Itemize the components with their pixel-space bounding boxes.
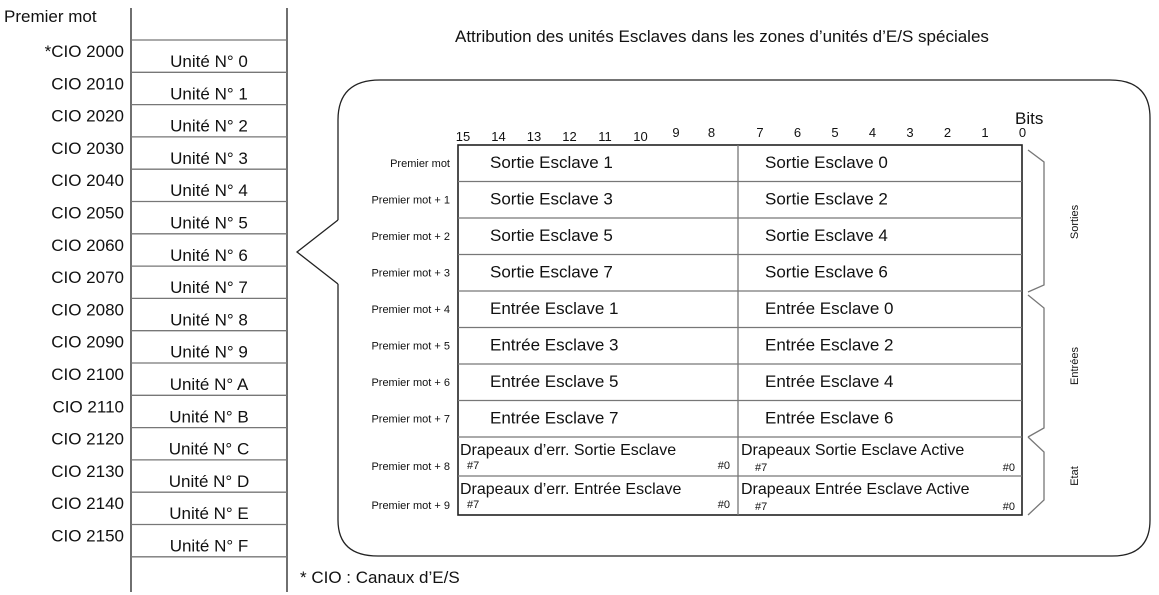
- diagram-title: Attribution des unités Esclaves dans les zones d’unités d’E/S spéciales: [455, 27, 989, 46]
- unit-label: Unité N° 3: [170, 148, 248, 168]
- unit-label: Unité N° 8: [170, 310, 248, 330]
- brace-status: [1028, 437, 1044, 515]
- cell-high-byte: Sortie Esclave 1: [490, 153, 613, 172]
- cell-high-byte: Entrée Esclave 7: [490, 408, 619, 428]
- cell-low-byte: Sortie Esclave 4: [765, 226, 888, 245]
- cell-low-byte: Entrée Esclave 0: [765, 299, 894, 318]
- unit-label: Unité N° 6: [170, 245, 248, 265]
- unit-label: Unité N° 1: [170, 84, 248, 104]
- unit-label: Unité N° F: [169, 536, 249, 556]
- flag-bit-low: #0: [717, 460, 730, 472]
- bit-number: 14: [491, 129, 506, 144]
- cio-address: CIO 2110: [52, 397, 124, 417]
- cell-low-byte: Entrée Esclave 6: [765, 408, 894, 428]
- cell-high-byte: Entrée Esclave 5: [490, 372, 619, 391]
- bit-number: 11: [598, 129, 612, 144]
- cio-address: CIO 2130: [51, 461, 124, 481]
- cell-low-byte: Sortie Esclave 2: [765, 189, 888, 209]
- unit-label: Unité N° C: [168, 439, 250, 459]
- brace-outputs: [1028, 150, 1044, 292]
- flag-bit-high: #7: [755, 501, 768, 513]
- cell-high-byte: Sortie Esclave 7: [490, 262, 613, 282]
- cio-address: CIO 2120: [51, 429, 124, 449]
- group-label-outputs: Sorties: [1069, 204, 1081, 240]
- bit-number: 8: [707, 125, 716, 140]
- unit-label: Unité N° 7: [170, 278, 248, 298]
- cio-address: CIO 2050: [51, 203, 124, 223]
- cell-high-byte: Entrée Esclave 3: [490, 335, 619, 355]
- bit-number: 0: [1018, 125, 1027, 140]
- column-header: Premier mot: [4, 7, 97, 26]
- bit-number: 2: [943, 125, 952, 140]
- cell-low-byte: Entrée Esclave 4: [765, 372, 894, 391]
- bit-number: 1: [981, 125, 989, 140]
- cio-address: CIO 2090: [51, 332, 124, 352]
- bit-number: 10: [633, 129, 648, 144]
- flag-bit-low: #0: [1002, 501, 1015, 513]
- cio-address: CIO 2070: [51, 268, 124, 288]
- flag-bit-high: #7: [755, 462, 768, 474]
- unit-label: Unité N° 9: [170, 342, 248, 362]
- flag-cell-high: Drapeaux d’err. Entrée Esclave: [460, 481, 682, 498]
- cio-address: CIO 2030: [51, 138, 124, 158]
- cell-low-byte: Entrée Esclave 2: [765, 335, 894, 355]
- flag-bit-high: #7: [467, 460, 480, 472]
- word-label: Premier mot + 7: [371, 413, 450, 426]
- word-label: Premier mot + 6: [371, 377, 450, 389]
- cio-address: CIO 2150: [51, 526, 124, 546]
- unit-label: Unité N° E: [169, 504, 249, 524]
- unit-label: Unité N° B: [169, 407, 249, 427]
- callout-pointer: [297, 220, 338, 284]
- cio-address: CIO 2080: [51, 300, 124, 320]
- cio-address: CIO 2040: [51, 171, 124, 191]
- cell-low-byte: Sortie Esclave 0: [765, 153, 888, 172]
- unit-label: Unité N° 2: [170, 116, 248, 136]
- footnote: * CIO : Canaux d’E/S: [300, 568, 460, 587]
- group-label-status: Etat: [1069, 466, 1081, 486]
- bit-number: 6: [793, 125, 802, 140]
- bits-label: Bits: [1015, 109, 1044, 128]
- bit-number: 12: [562, 129, 577, 144]
- unit-label: Unité N° 4: [170, 181, 248, 201]
- word-label: Premier mot + 5: [371, 340, 450, 353]
- bit-number: 3: [906, 125, 914, 140]
- group-label-inputs: Entrées: [1069, 347, 1081, 385]
- flag-bit-high: #7: [467, 499, 480, 511]
- cio-address: CIO 2100: [51, 365, 124, 384]
- cio-address: CIO 2010: [51, 74, 124, 94]
- word-label: Premier mot + 3: [371, 267, 450, 280]
- cio-column: [4, 7, 287, 592]
- bit-number: 7: [756, 125, 764, 140]
- unit-label: Unité N° A: [169, 375, 249, 394]
- word-label: Premier mot: [390, 158, 450, 170]
- bit-number: 4: [868, 125, 877, 140]
- flag-bit-low: #0: [717, 499, 730, 511]
- cio-address: CIO 2020: [51, 106, 124, 126]
- cio-address: *CIO 2000: [44, 42, 124, 61]
- cell-high-byte: Sortie Esclave 3: [490, 189, 613, 209]
- brace-inputs: [1028, 295, 1044, 437]
- unit-label: Unité N° D: [168, 471, 250, 491]
- cell-high-byte: Entrée Esclave 1: [490, 299, 619, 318]
- cell-high-byte: Sortie Esclave 5: [490, 226, 613, 245]
- cio-address: CIO 2140: [51, 494, 124, 514]
- word-table: [371, 145, 1022, 515]
- flag-cell-low: Drapeaux Entrée Esclave Active: [741, 481, 970, 498]
- word-label: Premier mot + 1: [371, 194, 450, 207]
- flag-cell-high: Drapeaux d’err. Sortie Esclave: [460, 442, 677, 459]
- word-label: Premier mot + 4: [371, 304, 450, 316]
- flag-bit-low: #0: [1002, 462, 1015, 474]
- unit-label: Unité N° 5: [170, 213, 248, 233]
- bit-number: 15: [455, 129, 471, 144]
- unit-label: Unité N° 0: [170, 52, 248, 71]
- bit-number: 5: [831, 125, 839, 140]
- cell-low-byte: Sortie Esclave 6: [765, 262, 888, 282]
- flag-cell-low: Drapeaux Sortie Esclave Active: [741, 442, 965, 459]
- cio-address: CIO 2060: [51, 235, 124, 255]
- word-label: Premier mot + 2: [371, 231, 450, 243]
- word-label: Premier mot + 8: [371, 461, 450, 473]
- bit-numbers: [456, 125, 1026, 144]
- bit-number: 13: [526, 129, 542, 144]
- word-label: Premier mot + 9: [371, 500, 450, 512]
- bit-number: 9: [672, 125, 680, 140]
